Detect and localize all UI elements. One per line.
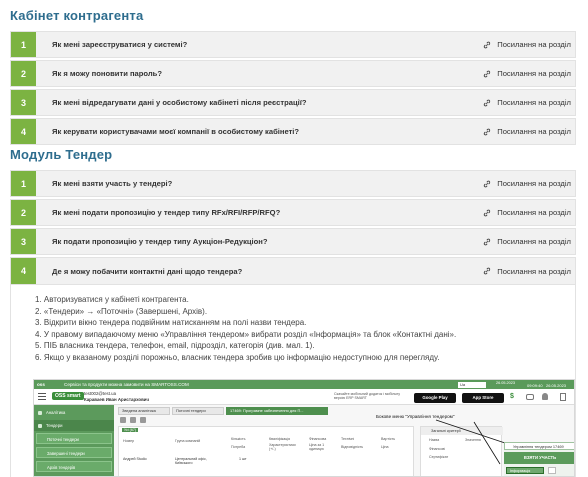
shot-tab: Зведена аналітика bbox=[118, 407, 170, 415]
shot-date-2: 26.05.2023 bbox=[546, 382, 567, 388]
link-icon bbox=[483, 70, 491, 78]
faq-question[interactable]: Як мені подати пропозицію у тендер типу RFx/RFI/RFP/RFQ? bbox=[52, 208, 281, 217]
embedded-screenshot bbox=[33, 379, 575, 477]
shot-cell: 1 шт bbox=[239, 457, 247, 461]
shot-subth: Ціна за 1 одиницю bbox=[309, 443, 325, 451]
section-link[interactable] bbox=[483, 40, 571, 49]
shot-cell: Андрей Studio bbox=[123, 457, 147, 461]
answer-steps bbox=[35, 294, 456, 364]
shot-sidebar-label: Тендери bbox=[46, 423, 63, 428]
section-link-label[interactable]: Посилання на розділ bbox=[497, 40, 571, 49]
shot-sidebar-item bbox=[34, 420, 114, 431]
annotation-arrow-icon bbox=[434, 416, 514, 477]
link-icon bbox=[483, 41, 491, 49]
shot-header bbox=[34, 389, 575, 405]
shot-subth: Ціна bbox=[381, 445, 389, 449]
link-icon bbox=[483, 99, 491, 107]
shot-cell: Центральний офіс, Київського bbox=[175, 457, 207, 465]
faq-answer-panel bbox=[10, 285, 576, 477]
faq-number: 1 bbox=[11, 171, 36, 196]
section-link[interactable] bbox=[483, 69, 571, 78]
grid-icon bbox=[120, 417, 126, 423]
section-title-account: Кабінет контрагента bbox=[10, 8, 144, 23]
search-icon bbox=[548, 467, 556, 474]
shot-mgmt-header: Управління тендером 17469 bbox=[504, 442, 575, 450]
link-icon bbox=[483, 180, 491, 188]
answer-step: 2. «Тендери» → «Поточні» (Завершені, Архів). bbox=[35, 306, 208, 316]
section-link-label[interactable]: Посилання на розділ bbox=[497, 266, 571, 276]
shot-th: Номер bbox=[123, 439, 135, 443]
shot-sidebar-label: Архів тендерів bbox=[47, 465, 76, 470]
shot-user-email: test002@test.ua bbox=[84, 391, 117, 396]
shot-lang-select: Ua bbox=[458, 382, 486, 388]
shot-clock: 09:09:40 bbox=[527, 382, 543, 388]
shot-sidebar-item bbox=[36, 447, 112, 458]
section-link[interactable] bbox=[483, 127, 571, 136]
section-link[interactable] bbox=[483, 208, 571, 217]
filter-icon bbox=[130, 417, 136, 423]
shot-sidebar bbox=[34, 405, 114, 477]
faq-item[interactable] bbox=[10, 199, 576, 226]
shot-sidebar-item bbox=[36, 433, 112, 444]
shot-sidebar-item bbox=[34, 407, 114, 418]
faq-question[interactable]: Як мені відредагувати дані у особистому кабінеті після реєстрації? bbox=[52, 98, 307, 107]
faq-number: 3 bbox=[11, 90, 36, 115]
logout-icon bbox=[560, 393, 566, 401]
shot-subth: Потреба bbox=[231, 445, 246, 449]
faq-item[interactable] bbox=[10, 60, 576, 87]
faq-question[interactable]: Де я можу побачити контактні дані щодо тендера? bbox=[52, 266, 243, 276]
analytics-icon bbox=[38, 411, 42, 415]
answer-step: 5. ПІБ власника тендера, телефон, email, підрозділ, категорія (див. мал. 1). bbox=[35, 341, 315, 351]
answer-step: 6. Якщо у вказаному розділі порожньо, власник тендера зробив цю інформацію недоступною для перегляду. bbox=[35, 352, 440, 362]
shot-tab: Поточні тендери bbox=[172, 407, 224, 415]
faq-question[interactable]: Як я можу поновити пароль? bbox=[52, 69, 162, 78]
shot-app-promo: Скачайте мобільний додаток і мобільну версію ERP SMART bbox=[334, 392, 401, 400]
faq-item-expanded[interactable] bbox=[10, 257, 576, 285]
section-link-label[interactable]: Посилання на розділ bbox=[497, 237, 571, 246]
shot-filter-col: Назва bbox=[429, 438, 440, 442]
faq-item[interactable] bbox=[10, 228, 576, 255]
link-icon bbox=[483, 209, 491, 217]
faq-number: 4 bbox=[11, 119, 36, 144]
shot-th: Група компаній bbox=[175, 439, 201, 443]
shot-th: Кваліфікація bbox=[269, 437, 291, 441]
shot-date: 26.05.2023 bbox=[496, 380, 516, 385]
shot-filter-row: Фінансові bbox=[429, 447, 446, 451]
shot-th: Технічні bbox=[341, 437, 355, 441]
link-icon bbox=[483, 128, 491, 136]
faq-number: 4 bbox=[11, 258, 36, 284]
faq-item[interactable] bbox=[10, 31, 576, 58]
faq-item[interactable] bbox=[10, 170, 576, 197]
dollar-icon: $ bbox=[510, 393, 514, 400]
shot-subth: Характеристики (+/-) bbox=[269, 443, 296, 451]
chat-icon bbox=[526, 394, 534, 400]
shot-all-button: Усі (67) bbox=[124, 428, 137, 432]
section-link[interactable] bbox=[483, 98, 571, 107]
shot-sidebar-item bbox=[36, 461, 112, 472]
shot-th: Вартість bbox=[381, 437, 396, 441]
section-title-tender: Модуль Тендер bbox=[10, 147, 113, 162]
section-link[interactable] bbox=[483, 267, 571, 276]
bell-icon bbox=[542, 393, 548, 400]
section-link-label[interactable]: Посилання на розділ bbox=[497, 69, 571, 78]
answer-step: 3. Відкрити вікно тендера подвійним натисканням на полі назви тендера. bbox=[35, 318, 307, 328]
hamburger-menu-icon bbox=[38, 393, 46, 400]
shot-join-button: ВЗЯТИ УЧАСТЬ bbox=[504, 452, 575, 464]
section-link[interactable] bbox=[483, 179, 571, 188]
shot-sidebar-label: Завершені тендери bbox=[47, 451, 85, 456]
shot-filter-row: Сертифікат bbox=[429, 455, 449, 459]
answer-step: 4. У правому випадаючому меню «Управління тендером» вибрати розділ «Інформація» та блок «Контактні дані». bbox=[35, 329, 457, 339]
faq-item[interactable] bbox=[10, 118, 576, 145]
section-link-label[interactable]: Посилання на розділ bbox=[497, 208, 571, 217]
section-link-label[interactable]: Посилання на розділ bbox=[497, 98, 571, 107]
shot-user-name: Караваев Иван Аристархович bbox=[84, 397, 150, 402]
shot-filter-col: Значення bbox=[465, 438, 481, 442]
shot-annotation: Бокове меню "Управління тендером" bbox=[376, 414, 455, 419]
shot-th: Фінансова bbox=[309, 437, 327, 441]
link-icon bbox=[483, 267, 491, 275]
shot-subth: Відповідність bbox=[341, 445, 364, 449]
tenders-icon bbox=[38, 424, 42, 428]
faq-question[interactable]: Як мені зареєструватися у системі? bbox=[52, 40, 188, 49]
faq-number: 2 bbox=[11, 61, 36, 86]
faq-question[interactable]: Як керувати користувачами моєї компанії в особистому кабінеті? bbox=[52, 127, 300, 136]
faq-question[interactable]: Як мені взяти участь у тендері? bbox=[52, 179, 173, 188]
shot-info-item: Інформація bbox=[506, 467, 544, 474]
shot-sidebar-label: Поточні тендери bbox=[47, 437, 79, 442]
app-store-badge: App Store bbox=[462, 393, 504, 403]
section-link-label[interactable]: Посилання на розділ bbox=[497, 179, 571, 188]
faq-number: 2 bbox=[11, 200, 36, 225]
shot-right-panel bbox=[504, 442, 575, 477]
shot-table bbox=[118, 426, 414, 477]
faq-item[interactable] bbox=[10, 89, 576, 116]
shot-logo: OSS smart bbox=[52, 392, 84, 400]
shot-filter-title: Загальні критерії bbox=[421, 427, 503, 435]
shot-toolbar bbox=[118, 417, 414, 425]
faq-number: 1 bbox=[11, 32, 36, 57]
google-play-badge: Google Play bbox=[414, 393, 456, 403]
shot-top-message: Сервіси та продукти можна замовити на SMARTOSS.COM bbox=[64, 382, 189, 387]
faq-number: 3 bbox=[11, 229, 36, 254]
faq-question[interactable]: Як подати пропозицію у тендер типу Аукціон-Редукціон? bbox=[52, 237, 268, 246]
shot-top-bar bbox=[34, 380, 575, 389]
shot-small-logo: oss bbox=[37, 382, 45, 387]
export-icon bbox=[140, 417, 146, 423]
link-icon bbox=[483, 238, 491, 246]
section-link[interactable] bbox=[483, 237, 571, 246]
shot-th: Кількість bbox=[231, 437, 246, 441]
section-link-label[interactable]: Посилання на розділ bbox=[497, 127, 571, 136]
answer-step: 1. Авторизуватися у кабінеті контрагента. bbox=[35, 295, 189, 304]
shot-sidebar-label: Аналітика bbox=[46, 410, 66, 415]
shot-tab-active: 17469: Програмне забезпечення для П... bbox=[226, 407, 328, 415]
